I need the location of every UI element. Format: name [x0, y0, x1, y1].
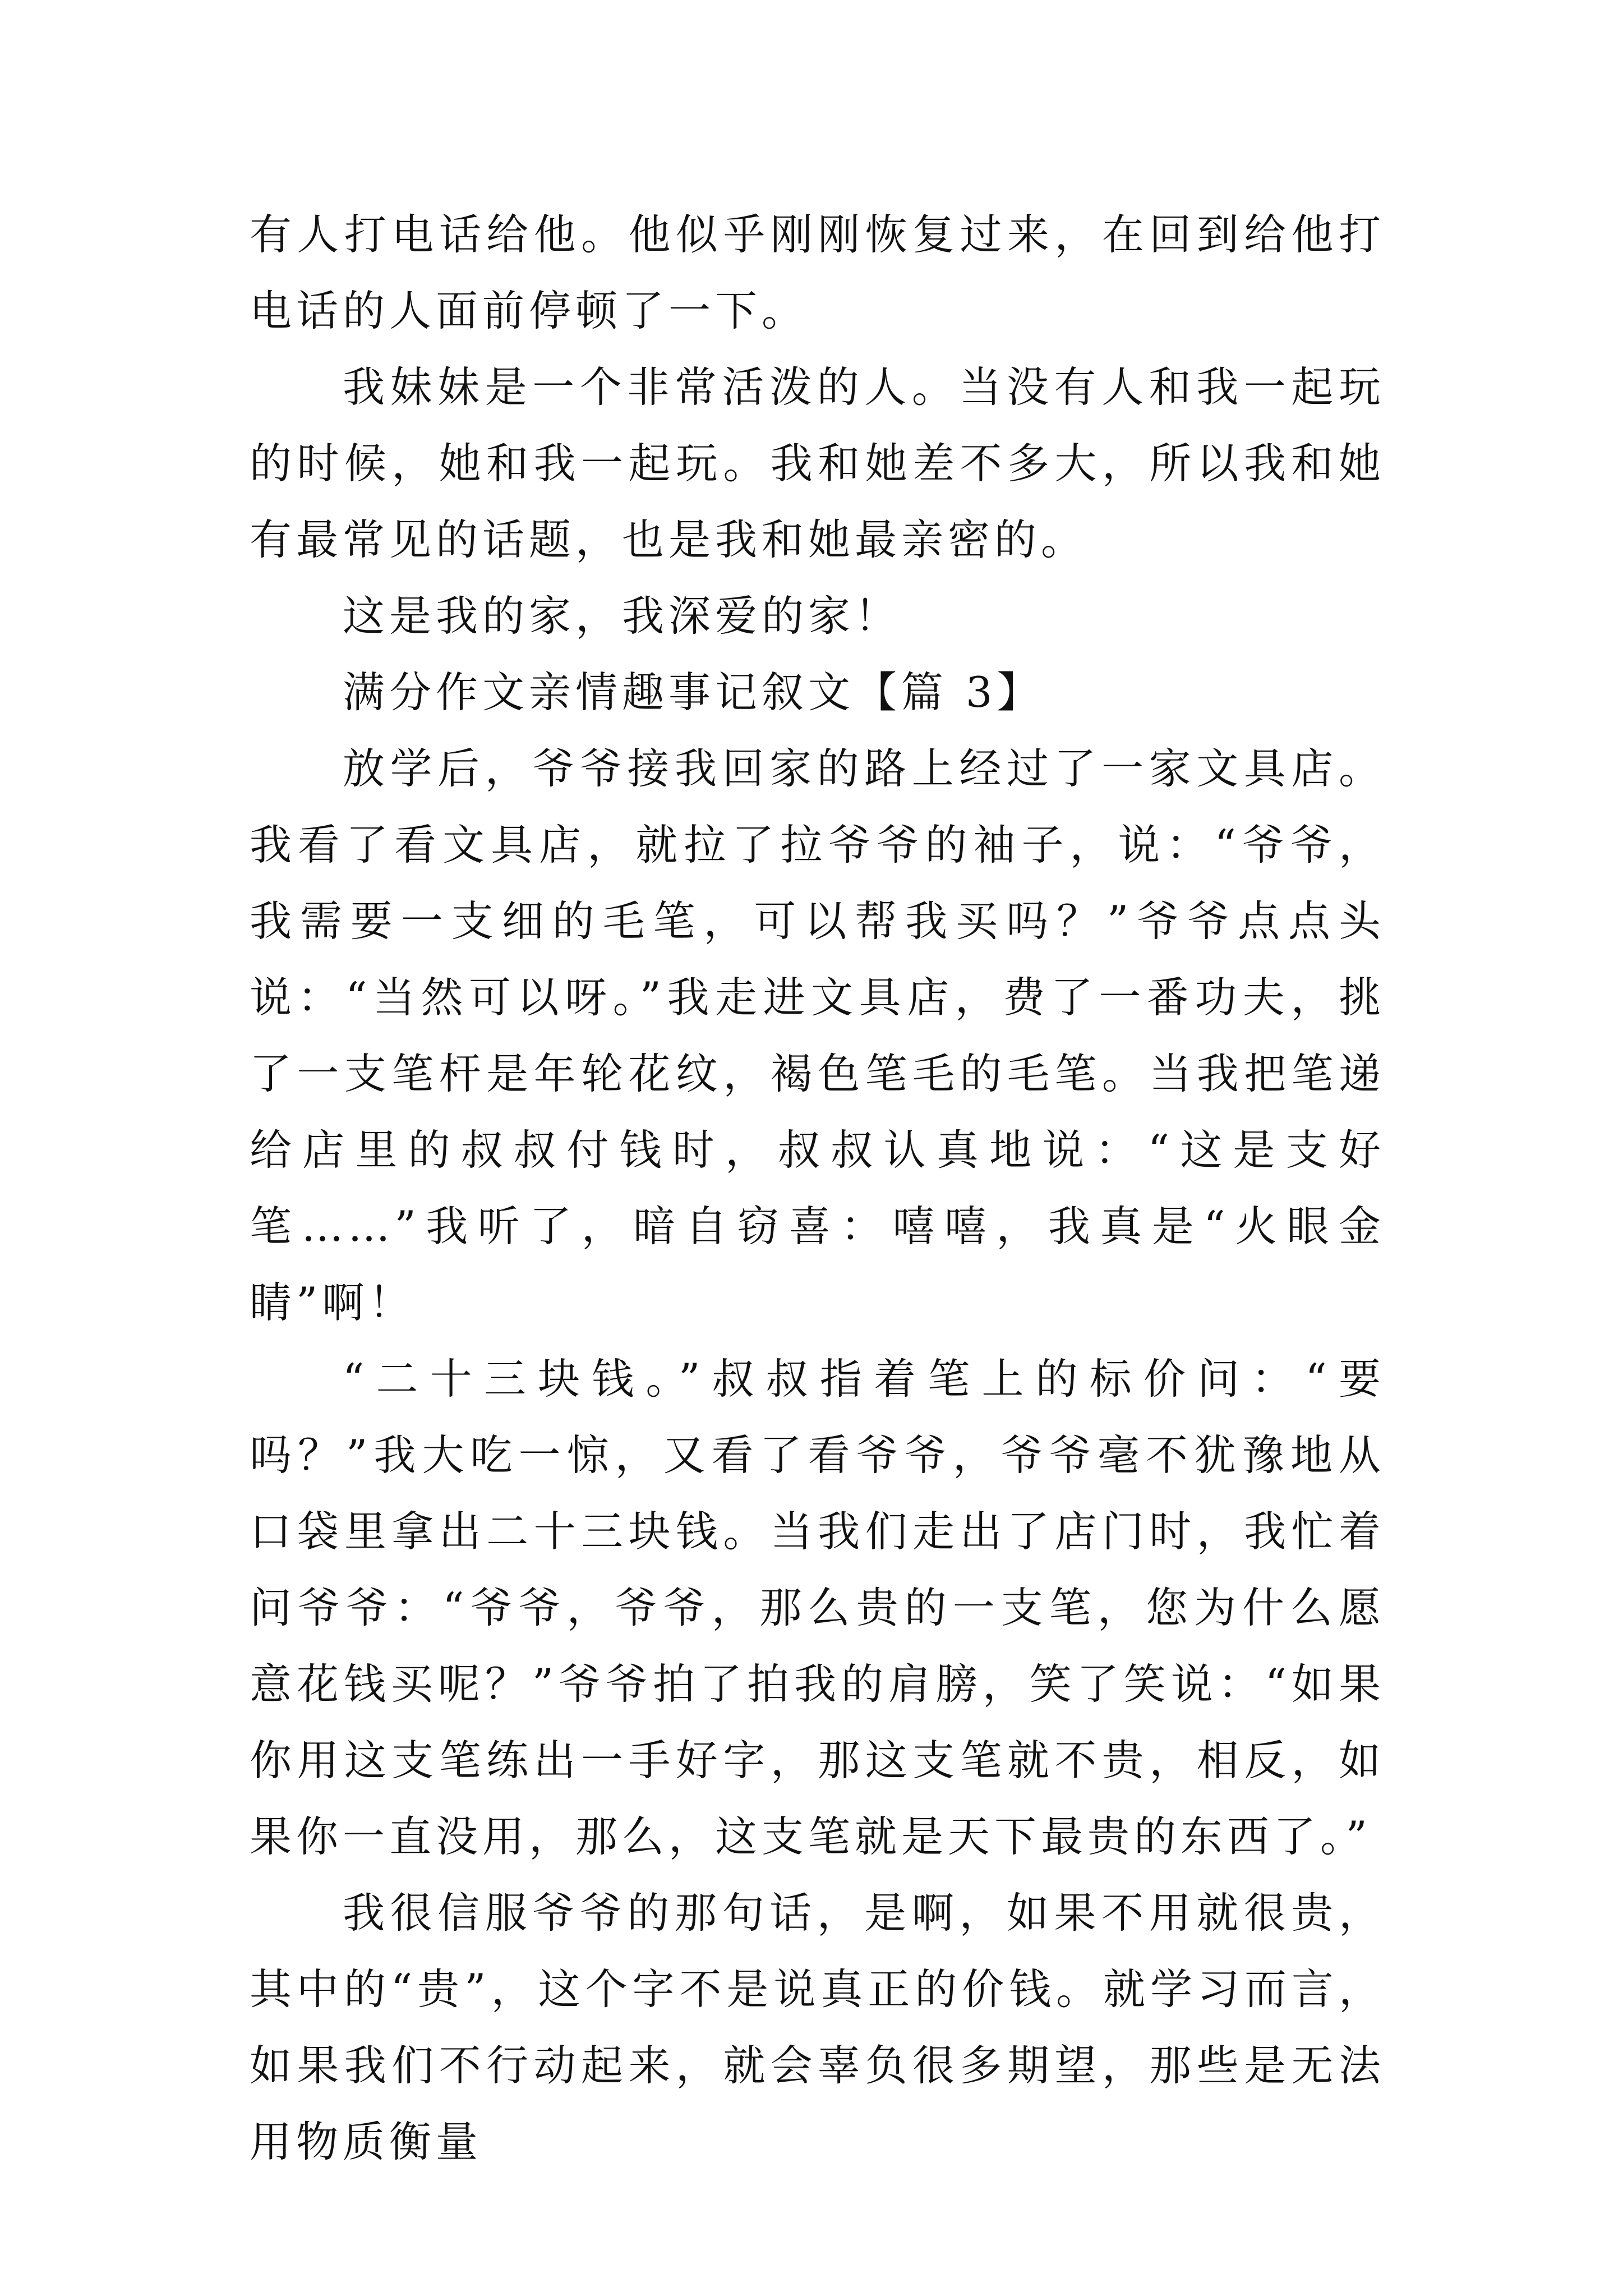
paragraph-6: 我很信服爷爷的那句话，是啊，如果不用就很贵，其中的“贵”，这个字不是说真正的价钱。就学习而言，如果我们不行动起来，就会辜负很多期望，那些是无法用物质衡量 — [250, 1888, 1385, 2166]
paragraph-5: “二十三块钱。”叔叔指着笔上的标价问：“要吗？”我大吃一惊，又看了看爷爷，爷爷毫不犹豫地从口袋里拿出二十三块钱。当我们走出了店门时，我忙着问爷爷：“爷爷，爷爷，那么贵的一支笔，您为什么愿意花钱买呢？”爷爷拍了拍我的肩膀，笑了笑说：“如果你用这支笔练出一手好字，那这支笔就不贵，相反，如果你一直没用，那么，这支笔就是天下最贵的东西了。” — [250, 1354, 1385, 1861]
paragraph-3: 这是我的家，我深爱的家！ — [343, 591, 902, 641]
paragraph-1: 有人打电话给他。他似乎刚刚恢复过来，在回到给他打电话的人面前停顿了一下。 — [250, 210, 1385, 335]
paragraph-4: 放学后，爷爷接我回家的路上经过了一家文具店。我看了看文具店，就拉了拉爷爷的袖子，说：“爷爷，我需要一支细的毛笔，可以帮我买吗？”爷爷点点头说：“当然可以呀。”我走进文具店，费了一番功夫，挑了一支笔杆是年轮花纹，褐色笔毛的毛笔。当我把笔递给店里的叔叔付钱时，叔叔认真地说：“这是支好笔……”我听了，暗自窃喜：嘻嘻，我真是“火眼金睛”啊！ — [250, 744, 1385, 1327]
document-body — [250, 196, 1385, 2180]
section-heading: 满分作文亲情趣事记叙文【篇 3】 — [343, 668, 1044, 717]
paragraph-2: 我妹妹是一个非常活泼的人。当没有人和我一起玩的时候，她和我一起玩。我和她差不多大，所以我和她有最常见的话题，也是我和她最亲密的。 — [250, 362, 1385, 564]
